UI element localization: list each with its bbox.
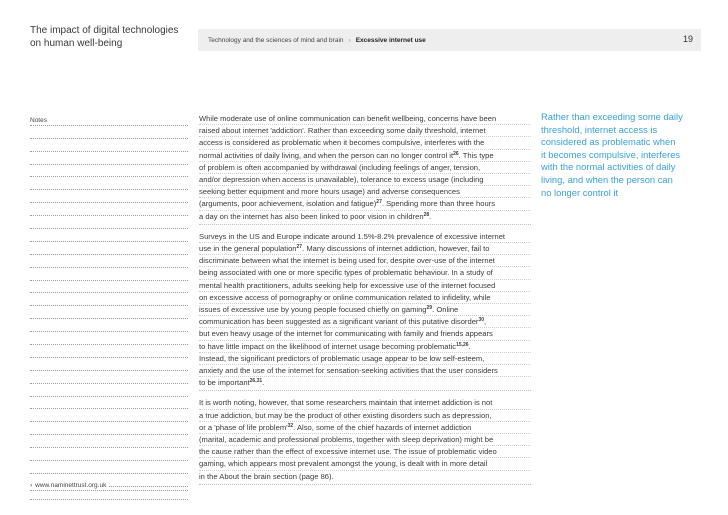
text-line: issues of excessive use by young people focused chiefly on gaming$^{29}$. Online: [199, 304, 531, 316]
text-line: in the About the brain section (page 86).: [199, 471, 334, 481]
section-header: [198, 29, 701, 51]
text-line: discriminate between what the internet is being used for, despite over-use of the internet: [199, 255, 531, 267]
notes-line: [30, 306, 188, 319]
body-text: [199, 113, 531, 491]
text-line: to be important$^{26,31}$.: [199, 378, 265, 388]
breadcrumb: Technology and the sciences of mind and brain: [208, 36, 344, 44]
citation-reference: 28: [423, 211, 430, 218]
notes-line: [30, 152, 188, 165]
notes-line: [30, 190, 188, 203]
text-line: raised about internet 'addiction'. Rather than exceeding some daily threshold, internet: [199, 125, 531, 137]
notes-area: [30, 113, 188, 500]
arrow-right-icon: ›: [30, 482, 33, 489]
text-line: of problem is often accompanied by withdrawal (including feelings of anger, tension,: [199, 162, 531, 174]
text-line: normal activities of daily living, and when the person can no longer control $it^{26}$. This type: [199, 150, 531, 162]
notes-line: [30, 281, 188, 294]
text-line: use in the general population$^{27}$. Many discussions of internet addiction, however, fail to: [199, 243, 531, 255]
website-link[interactable]: [30, 482, 109, 489]
page-number: 19: [682, 34, 693, 44]
body-paragraph: [199, 231, 531, 392]
text-line: and/or depression when access is unavailable), tolerance to excess usage (including: [199, 174, 531, 186]
notes-line: [30, 422, 188, 435]
text-line: a true addiction, but may be the product of other existing disorders such as depression,: [199, 410, 531, 422]
body-paragraph: [199, 397, 531, 484]
body-paragraph: [199, 113, 531, 225]
pull-quote-line: no longer control it: [541, 186, 619, 198]
notes-line: [30, 165, 188, 178]
citation-reference: 26: [453, 150, 459, 157]
notes-line: [30, 435, 188, 448]
pull-quote-line: considered as problematic when: [541, 136, 676, 148]
notes-line: [30, 293, 188, 306]
notes-line: [30, 384, 188, 397]
pull-quote-line: threshold, internet access is: [541, 123, 658, 135]
notes-footer: [30, 479, 188, 491]
notes-line: [30, 203, 188, 216]
pull-quote: [541, 111, 716, 199]
notes-line: [30, 177, 188, 190]
notes-line: [30, 268, 188, 281]
notes-line: [30, 255, 188, 268]
notes-line: [30, 229, 188, 242]
text-line: being associated with one or more specific types of problematic behaviour. In a study of: [199, 267, 531, 279]
notes-label: Notes: [30, 117, 50, 124]
text-line: gaming, which appears most prevalent amongst the young, is dealt with in more detail: [199, 458, 531, 470]
text-line: a day on the internet has also been linked to poor vision in children$^{28}$.: [199, 211, 432, 221]
text-line: anxiety and the use of the internet for sensation-seeking activities that the user considers: [199, 365, 531, 377]
notes-line: [30, 461, 188, 474]
citation-reference: 29: [426, 305, 433, 312]
document-title-line: on human well-being: [30, 38, 123, 49]
text-line: on excessive access of pornography or online communication related to infidelity, while: [199, 292, 531, 304]
pull-quote-line: with the normal activities of daily: [541, 161, 676, 173]
text-line: or a 'phase of life $problem'^{32}$. Also, some of the chief hazards of internet addiction: [199, 422, 531, 434]
notes-line: [30, 371, 188, 384]
notes-line: [30, 319, 188, 332]
text-line: Surveys in the US and Europe indicate around 1.5%-8.2% prevalence of excessive internet: [199, 231, 531, 243]
notes-line: [30, 113, 188, 126]
website-link-text: www.naminettrust.org.uk: [35, 482, 107, 489]
notes-line: [30, 397, 188, 410]
pull-quote-line: it becomes compulsive, interferes: [541, 148, 681, 160]
citation-reference: 27: [296, 244, 303, 251]
breadcrumb-separator-icon: ›: [348, 36, 351, 44]
notes-line: [30, 358, 188, 371]
current-section: Excessive internet use: [355, 36, 426, 44]
citation-reference: 26,31: [249, 378, 263, 385]
notes-line: [30, 216, 188, 229]
text-line: (arguments, poor achievement, isolation and fatigue)$^{27}$. Spending more than three hours: [199, 198, 531, 210]
notes-line: [30, 242, 188, 255]
text-line: Instead, the significant predictors of problematic usage appear to be low self-esteem,: [199, 353, 531, 365]
text-line: It is worth noting, however, that some researchers maintain that internet addiction is not: [199, 397, 531, 409]
pull-quote-line: Rather than exceeding some daily: [541, 111, 683, 122]
text-line: the cause rather than the effect of excessive internet use. The issue of problematic video: [199, 446, 531, 458]
notes-line: [30, 409, 188, 422]
text-line: While moderate use of online communication can benefit wellbeing, concerns have been: [199, 113, 531, 125]
notes-line: [30, 448, 188, 461]
text-line: seeking better equipment and more hours usage) and adverse consequences: [199, 186, 531, 198]
pull-quote-line: living, and when the person can: [541, 173, 673, 185]
notes-line: [30, 345, 188, 358]
notes-line: [30, 332, 188, 345]
citation-reference: 30: [478, 317, 485, 324]
document-title-line: The impact of digital technologies: [30, 25, 179, 36]
citation-reference: 15,26: [456, 341, 469, 348]
citation-reference: 27: [376, 199, 382, 206]
text-line: to have little impact on the likelihood of internet usage becoming problematic$^{15,26}$.: [199, 341, 531, 353]
document-title: [30, 24, 190, 50]
text-line: access is considered as problematic when it becomes compulsive, interferes with the: [199, 137, 531, 149]
citation-reference: 32: [287, 422, 294, 429]
notes-line: [30, 139, 188, 152]
notes-line: [30, 126, 188, 139]
text-line: communication has been suggested as a significant variant of this putative disorder$^{30}$,: [199, 316, 531, 328]
text-line: but even heavy usage of the internet for communicating with family and friends appears: [199, 328, 531, 340]
text-line: (marital, academic and professional problems, together with sleep deprivation) might be: [199, 434, 531, 446]
text-line: mental health practitioners, adults seeking help for excessive use of the internet focused: [199, 280, 531, 292]
